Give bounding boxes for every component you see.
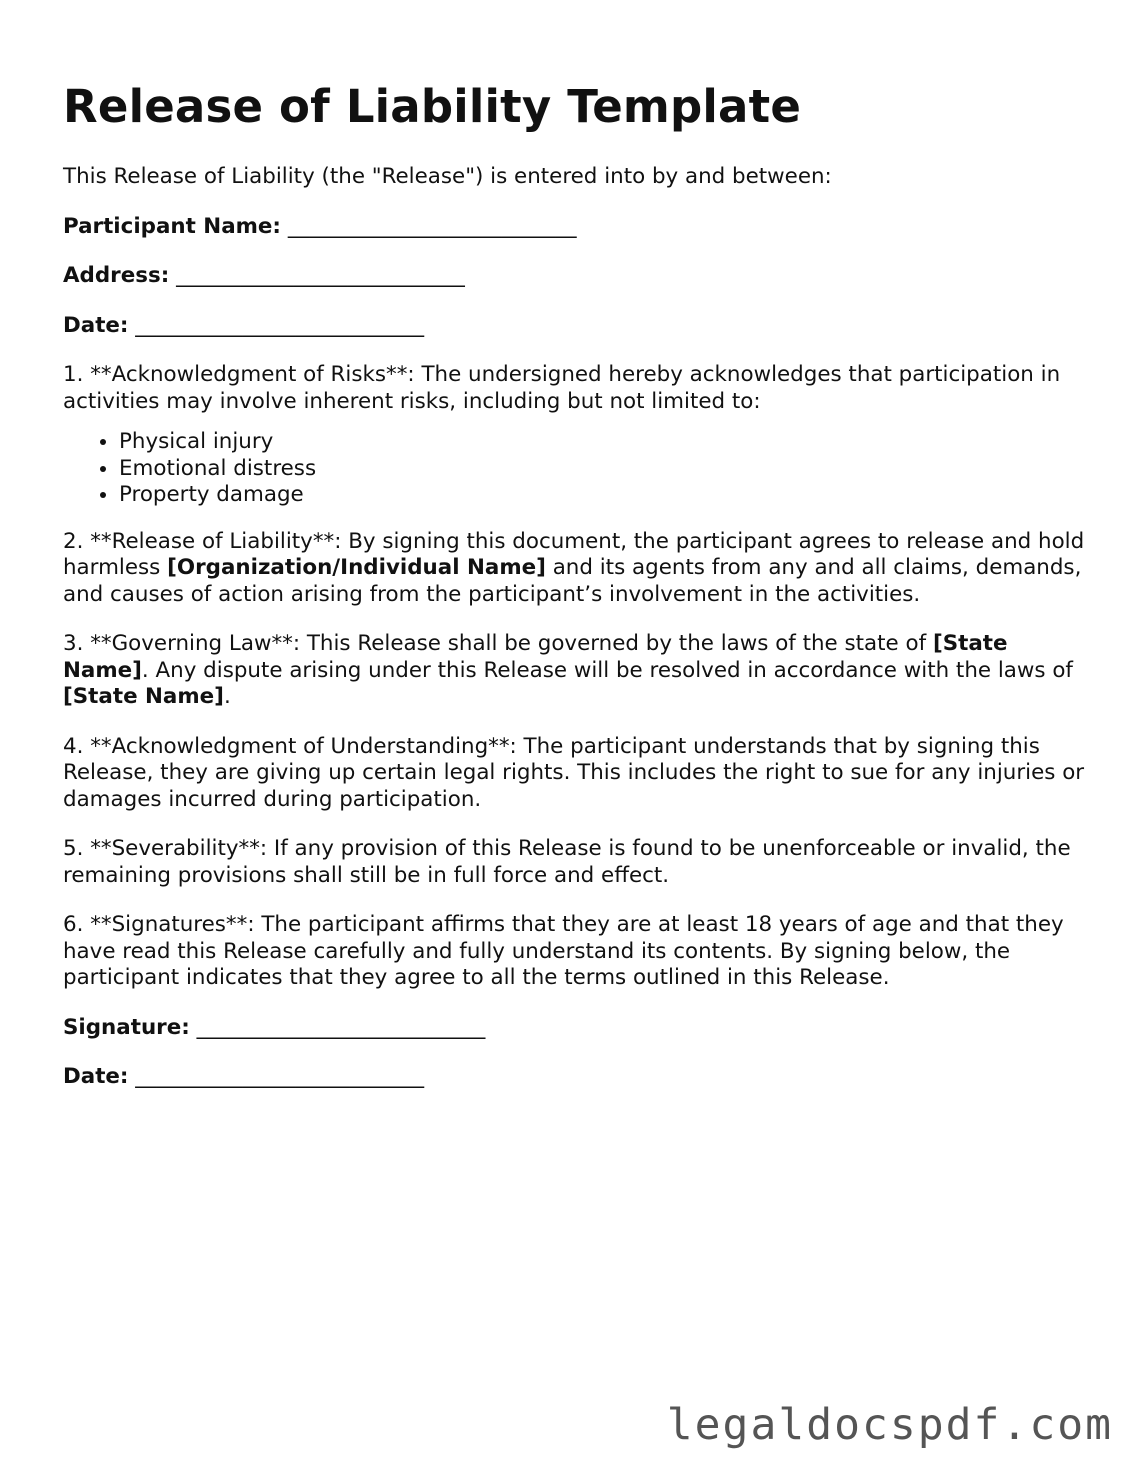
field-label: Address:: [63, 263, 170, 288]
field-label: Participant Name:: [63, 213, 281, 239]
date-field: [63, 313, 1093, 340]
watermark: legaldocspdf.com: [666, 1400, 1113, 1450]
field-blank: ___________________________: [135, 312, 425, 338]
field-label: Signature:: [63, 1014, 190, 1040]
clause-acknowledgment-of-understanding: 4. **Acknowledgment of Understanding**: The participant understands that by signing this Release, they are giving up certain legal rights. This includes the right to sue for any injuries or damages incurred during participation.: [63, 733, 1085, 812]
clause-severability: 5. **Severability**: If any provision of this Release is found to be unenforceable or invalid, the remaining provisions shall still be in full force and effect.: [63, 836, 1071, 888]
risks-list: [63, 429, 1093, 509]
list-item: • Emotional distress: [119, 456, 1093, 483]
clause-text: . Any dispute arising under this Release will be resolved in accordance with the laws of: [141, 657, 1073, 683]
organization-placeholder: [Organization/Individual Name]: [167, 555, 546, 580]
clause-release-of-liability: [63, 529, 1093, 609]
list-item: • Property damage: [119, 482, 1093, 509]
state-placeholder: [State Name]: [63, 631, 1008, 683]
clause-text: and its agents from any and all claims, demands, and causes of action arising from the participant’s involvement in the activities.: [63, 555, 1082, 607]
field-blank: ___________________________: [287, 213, 577, 239]
field-blank: ___________________________: [176, 263, 465, 288]
page-title: Release of Liability Template: [63, 80, 802, 133]
clause-text: .: [223, 684, 231, 709]
field-blank: ___________________________: [196, 1014, 486, 1040]
field-blank: ___________________________: [135, 1064, 425, 1089]
signature-field: [63, 1015, 1093, 1042]
document-page: [63, 78, 1093, 1114]
list-item: • Physical injury: [119, 429, 1093, 456]
address-field: [63, 263, 1093, 290]
clause-governing-law: [63, 631, 1093, 711]
field-label: Date:: [63, 312, 129, 338]
signature-date-field: [63, 1064, 1093, 1091]
intro-paragraph: This Release of Liability (the "Release") is entered into by and between:: [63, 164, 832, 189]
clause-text: 3. **Governing Law**: This Release shall be governed by the laws of the state of: [63, 631, 933, 656]
clause-signatures: 6. **Signatures**: The participant affirms that they are at least 18 years of age and that they have read this Release carefully and fully understand its contents. By signing below, the participant indicates that they agree to all the terms outlined in this Release.: [63, 912, 1064, 990]
participant-name-field: [63, 214, 1093, 241]
clause-acknowledgment-of-risks: 1. **Acknowledgment of Risks**: The undersigned hereby acknowledges that participation in activities may involve inherent risks, including but not limited to:: [63, 362, 1061, 414]
clause-text: 2. **Release of Liability**: By signing this document, the participant agrees to release and hold harmless: [63, 528, 1085, 580]
field-label: Date:: [63, 1064, 129, 1089]
state-placeholder: [State Name]: [63, 684, 224, 709]
